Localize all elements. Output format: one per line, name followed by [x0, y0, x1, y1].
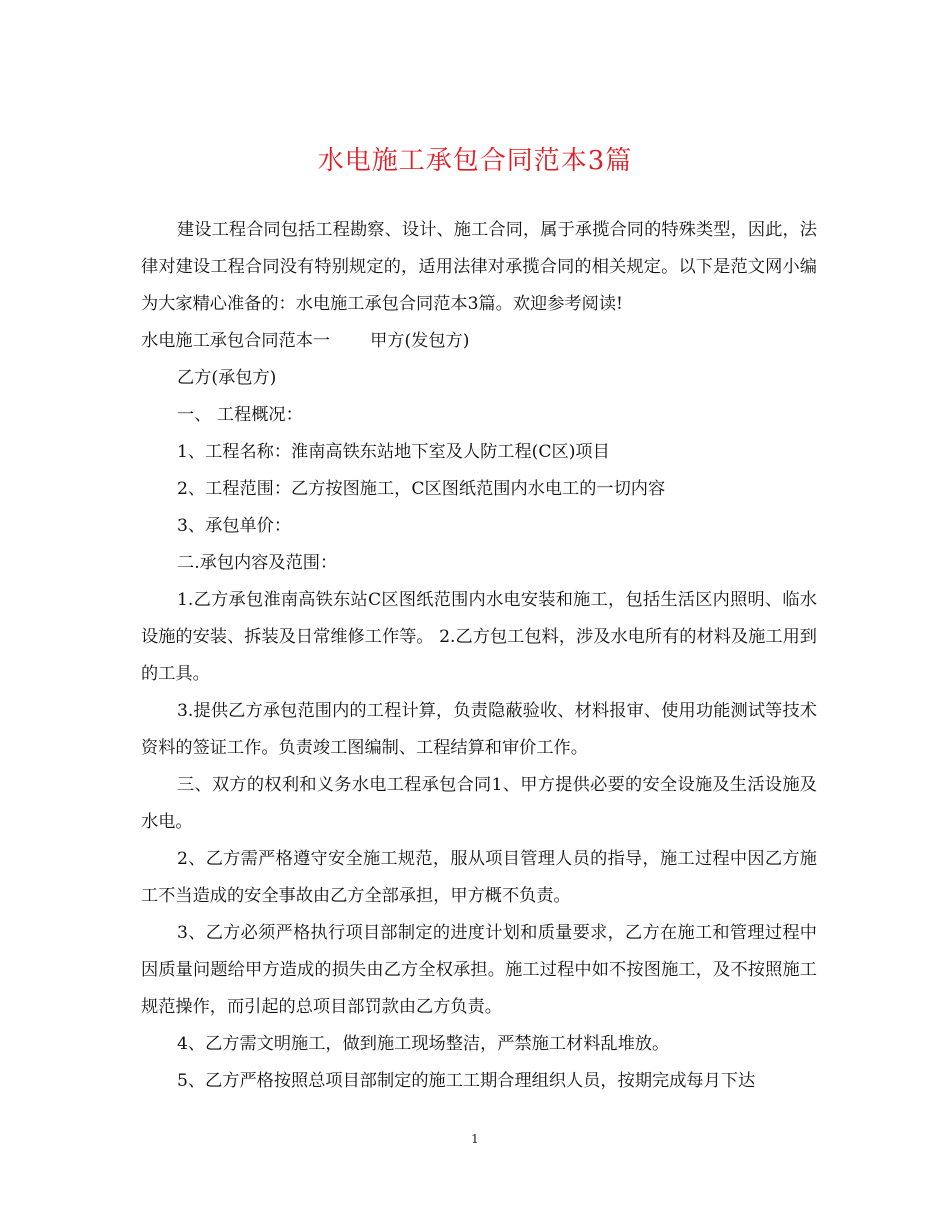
- party-a-label: 甲方(发包方): [370, 331, 470, 351]
- contract-content-heading: 二.承包内容及范围：: [177, 553, 338, 573]
- page-number: 1: [471, 1132, 479, 1146]
- rights-paragraph-2: 2、乙方需严格遵守安全施工规范，服从项目管理人员的指导，施工过程中因乙方施工不当造成的安全事故由乙方全部承担，甲方概不负责。: [141, 849, 817, 906]
- document-body: [141, 212, 817, 1100]
- intro-paragraph: 建设工程合同包括工程勘察、设计、施工合同，属于承揽合同的特殊类型，因此，法律对建设工程合同没有特别规定的，适用法律对承揽合同的相关规定。以下是范文网小编为大家精心准备的：水电施工承包合同范本3篇。欢迎参考阅读!: [141, 220, 817, 314]
- rights-paragraph-3: 3、乙方必须严格执行项目部制定的进度计划和质量要求，乙方在施工和管理过程中因质量问题给甲方造成的损失由乙方全权承担。施工过程中如不按图施工，及不按照施工规范操作，而引起的总项目部罚款由乙方负责。: [141, 923, 817, 1017]
- party-b-label: 乙方(承包方): [177, 368, 277, 388]
- rights-paragraph-5: 5、乙方严格按照总项目部制定的施工工期合理组织人员，按期完成每月下达: [177, 1071, 756, 1091]
- project-name-item: 1、工程名称：淮南高铁东站地下室及人防工程(C区)项目: [177, 442, 610, 462]
- content-paragraph-1: 1.乙方承包淮南高铁东站C区图纸范围内水电安装和施工，包括生活区内照明、临水设施的安装、拆装及日常维修工作等。 2.乙方包工包料，涉及水电所有的材料及施工用到的工具。: [141, 590, 817, 684]
- section-heading-line: [141, 323, 817, 360]
- rights-paragraph-1: 三、双方的权利和义务水电工程承包合同1、甲方提供必要的安全设施及生活设施及水电。: [141, 775, 817, 832]
- overview-heading: 一、 工程概况：: [177, 405, 303, 425]
- section-heading: 水电施工承包合同范本一: [141, 331, 331, 351]
- unit-price-item: 3、承包单价：: [177, 516, 292, 536]
- document-title: 水电施工承包合同范本3篇: [317, 146, 633, 176]
- project-scope-item: 2、工程范围：乙方按图施工，C区图纸范围内水电工的一切内容: [177, 479, 666, 499]
- rights-paragraph-4: 4、乙方需文明施工，做到施工现场整洁，严禁施工材料乱堆放。: [177, 1034, 670, 1054]
- content-paragraph-3: 3.提供乙方承包范围内的工程计算，负责隐蔽验收、材料报审、使用功能测试等技术资料的签证工作。负责竣工图编制、工程结算和审价工作。: [141, 701, 817, 758]
